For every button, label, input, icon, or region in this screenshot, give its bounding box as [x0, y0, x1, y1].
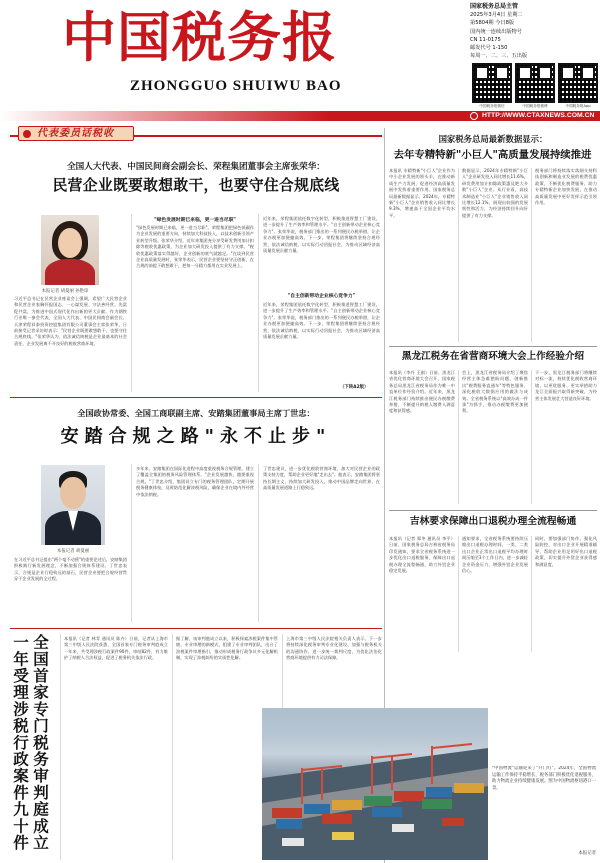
article1-col2: "绿色发展时期已来临，更一进当尽职"。荣程集团把绿色低碳作为企业发展的重要方向，持续加大科技投入，以技术创新引领产业转型升级。张荣华介绍，近年来集团充分享受研发费用加计扣除等税收优惠政策，为企业加大研发投入提供了有力支撑。"税收优惠政策落实得越好，企业创新的底气就越足。"在谈到民营企业高质量发展时，张荣华表示，民营企业要坚持守正创新，在合规的前提下敢想敢干，把每一分精力都用在实业发展上。 [136, 225, 254, 269]
article3-headline-text: 全国首家专门税务审判庭成立一年受理涉税行政案件九十件 [11, 634, 49, 852]
qr-caption-1: 中国税务报微信 [479, 104, 505, 108]
right-article2-headline[interactable]: 黑龙江税务在省营商环境大会上作经验介绍 [401, 351, 585, 362]
post-code: 邮发代号 1-150 [470, 45, 508, 52]
right-article2-col2: 会上，黑龙江省税务局介绍了聚焦经营主体急难愁盼问题、创新推出"税费服务直通车"等特色服务、深化税收大数据应用的做法与成效。全省税务系统以"高效办成一件事"为抓手，推动办税缴费更加便利。 [462, 370, 528, 414]
sponsor: 国家税务总局主管 [470, 3, 519, 10]
right-article2-col1: 本报讯（李丹 王刚）日前，黑龙江省优化营商环境大会召开，国家税务总局黑龙江省税务局作为唯一中直单位作经验介绍。近年来，黑龙江税务部门持续推出便民办税缴费举措，不断提升纳税人缴费人满意度和获得感。 [389, 370, 455, 414]
article3-col1: 本报讯（记者 林青 通讯员 陈卉）日前，记者从上海市第三中级人民法院获悉，全国首家专门税务审判庭成立一年来，共受理涉税行政案件90件，审结82件，有力维护了纳税人合法权益，促进了税务机关依法行政。 [64, 636, 168, 661]
article2-kicker: 全国政协常委、全国工商联副主席、安踏集团董事局主席丁世忠： [77, 408, 315, 418]
paper-title: 中国税务报 [62, 5, 337, 69]
right-article3-col1: 本报讯（记者 郑冬 通讯员 李平）日前，国家税务总局吉林省税务局印发通知，要求全省税务系统进一步优化出口退税服务，保障出口退税办理全流程畅通，助力外贸企业稳定发展。 [389, 536, 455, 574]
a1-rule-2 [258, 214, 259, 392]
article2-col1: 在习近平总书记提出"两个毫不动摇"的重要论述后，安踏集团积极践行新发展理念，不断加强合规体系建设。丁世忠表示，合规是企业行稳致远的基石，民营企业要把合规经营贯穿于企业发展的全过程。 [14, 557, 127, 582]
a2-rule-1 [131, 464, 132, 622]
qr-app[interactable] [558, 63, 598, 103]
portrait-face [58, 228, 82, 258]
r3-rule-2 [531, 536, 532, 652]
qr-weibo[interactable] [515, 63, 555, 103]
masthead [0, 0, 600, 128]
article2-headline[interactable]: 安踏合规之路"永不止步" [60, 426, 332, 447]
r2-rule-1 [458, 370, 459, 504]
paper-pinyin: ZHONGGUO SHUIWU BAO [130, 78, 342, 94]
r2-rule-2 [531, 370, 532, 504]
article2-col3: 丁世忠建议，进一步优化税收营商环境，加大对民营企业的政策支持力度，帮助企业更好地"走出去"。他表示，安踏集团将坚持长期主义，持续加大研发投入，推动中国品牌走向世界，在高质量发展道路上行稳致远。 [263, 466, 380, 491]
r3-rule-1 [458, 536, 459, 652]
issue-date: 2025年3月4日 星期二 [470, 12, 523, 19]
portrait-zhang-ronghua [41, 215, 99, 285]
a3-rule-0 [60, 634, 61, 860]
qr-weixin[interactable] [472, 63, 512, 103]
rule-a2-a3 [10, 628, 382, 629]
photo-caption-box [492, 766, 596, 860]
article3-col2: 据了解，该审判庭成立以来，积极探索涉税案件集中管辖、专业审理的新模式，组建了专业审判团队，出台了涉税案件审理指引，推动形成税务行政争议多元化解机制，实现了涉税纠纷的实质性化解。 [176, 636, 278, 661]
right-article1-col3: 税务部门将持续落实落细支持科技创新和制造业发展的税费优惠政策，不断优化税费服务，助力专精特新企业加快发展，在推动高质量发展中更好发挥示范引领作用。 [535, 168, 597, 206]
photo-credit: 本报记者 [578, 851, 596, 856]
article1-subhead-2: "自主创新带动企业核心竞争力" [287, 294, 356, 299]
right-article1-kicker: 国家税务总局最新数据显示： [438, 134, 548, 144]
port-photo[interactable] [262, 708, 488, 860]
article3-col3: 上海市第三中级人民法院相关负责人表示，下一步将持续深化税务审判专业化建设，加强与税务机关的沟通协作，进一步统一裁判尺度，为优化法治化营商环境提供有力司法保障。 [286, 636, 382, 661]
portrait-ding-shizhong [41, 465, 105, 545]
right-article3-headline[interactable]: 吉林要求保障出口退税办理全流程畅通 [409, 516, 577, 527]
r1-rule-1 [458, 168, 459, 342]
right-article2-col3: 下一步，黑龙江税务部门将继续对标一流，持续优化税收营商环境，以更优服务、更实举措助力龙江全面振兴取得新突破，为经营主体发展壮大营造良好环境。 [535, 370, 597, 401]
right-article1-col2: 数据显示，2024年专精特新"小巨人"企业研发投入同比增长11.6%，研发费用加计扣除政策惠及绝大多数"小巨人"企业。从行业看，高技术制造业"小巨人"企业销售收入同比增长12.1%，展现出较强的发展韧性和活力，为经济持续回升向好提供了有力支撑。 [462, 168, 528, 218]
section-banner [10, 126, 382, 142]
portrait-body [45, 259, 95, 285]
cn-label: 国内统一连续出版物号 [470, 28, 522, 35]
article1-col1: 习近平总书记在民营企业座谈会上强调，希望广大民营企业和民营企业家胸怀报国志、一心谋发展、守法善经营。先富促共富，为推进中国式现代化作出新的更大贡献。作为钢铁行业唯一参会代表，全国人大代表、中国民间商会副会长、天津荣程祥泰投资控股集团有限公司董事会主席张荣华，日前接受记者采访时表示："民营企业既要敢想敢干，也要守住合规底线。"张荣华认为，依法诚信纳税是企业最基本的社会责任，企业发展离不开良好的税收营商环境。 [14, 296, 127, 346]
pen-icon [23, 130, 31, 138]
right-article3-col3: 同时，要加强部门协作，强化风险防控，对出口企业开展精准辅导，帮助企业用足用好出口退税政策，切实提升外贸企业获得感和满意度。 [535, 536, 597, 567]
portrait2-face [60, 477, 86, 509]
issue-number: 第5804期 今日8版 [470, 20, 515, 27]
globe-icon [470, 112, 478, 120]
url-bar[interactable] [0, 111, 600, 121]
right-article3-col2: 通知要求，全省税务系统要持续压缩出口退税办理时间，一类、二类出口企业正常出口退税平均办理时间压缩至3个工作日内，进一步减轻企业资金压力，增强外贸企业发展信心。 [462, 536, 528, 574]
a3-rule-1 [172, 634, 173, 860]
article2-photo-caption: 本报记者 胡曼丽 [56, 549, 90, 554]
right-article1-col1: 本报讯 专精特新"小巨人"企业作为中小企业发展的领头羊，在推动新质生产力发展、促进经济高质量发展中发挥着重要作用。国家税务总局最新数据显示，2024年，专精特新"小巨人"企业销售收入同比增长9.3%，增速高于全国企业平均水平。 [389, 168, 455, 218]
article3-headline[interactable] [10, 634, 58, 860]
article1-col3: 近年来，荣程集团依托数字化转型，积极推进智慧工厂建设，进一步提升了生产效率和管理水平。"自主创新带动企业核心竞争力"。张荣华说，税务部门推出的一系列便民办税举措，让企业办税更加便捷高效。下一步，荣程集团将继续坚持合规经营，依法诚信纳税，以实际行动回报社会，为推动区域经济高质量发展贡献力量。 [263, 216, 380, 254]
r1-rule-2 [531, 168, 532, 342]
site-url[interactable]: HTTP://WWW.CTAXNEWS.COM.CN [482, 112, 595, 119]
article1-col3b: 近年来，荣程集团依托数字化转型，积极推进智慧工厂建设，进一步提升了生产效率和管理水平。"自主创新带动企业核心竞争力"。张荣华说，税务部门推出的一系列便民办税举措，让企业办税更加便捷高效。下一步，荣程集团将继续坚持合规经营，依法诚信纳税，以实际行动回报社会，为推动区域经济高质量发展贡献力量。 [263, 302, 380, 340]
port-scene [262, 708, 488, 860]
photo-caption: "中国物流"运输迎来了"开门红"。2024年，全国物流运输工作保持平稳增长，税务部门积极优化退税服务，助力物流企业持续健康发展。图为中国物流枢纽港口一景。 [492, 766, 596, 791]
rule-a1-a2 [10, 397, 382, 398]
article1-jump[interactable]: （下转A2版） [340, 385, 369, 390]
article1-kicker: 全国人大代表、中国民间商会副会长、荣程集团董事会主席张荣华： [67, 162, 325, 172]
section-banner-label: 代表委员话税收 [37, 128, 114, 139]
rule-r2-r3 [389, 510, 597, 511]
article1-headline[interactable]: 民营企业既要敢想敢干，也要守住合规底线 [52, 177, 340, 194]
qr-caption-2: 中国税务报微博 [522, 104, 548, 108]
article2-col2: 多年来，安踏集团在国际化进程中高度重视税务合规管理，建立了覆盖全集团的税务风险管理体系。"企业发展越快，越要重视合规。"丁世忠介绍，集团设立专门的税务管理团队，定期开展税务健康体检，及时防范化解涉税风险，确保企业在境内外经营中依法纳税。 [136, 466, 254, 497]
article1-photo-caption: 本报记者 胡曼丽 孙艳琼 [41, 289, 89, 294]
rule-r1-r2 [389, 346, 597, 347]
right-article1-headline[interactable]: 去年专精特新"小巨人"高质量发展持续推进 [393, 149, 592, 161]
schedule: 每周一、二、三、五出版 [470, 53, 528, 60]
qr-caption-3: 中国税务报App [565, 104, 591, 108]
article1-subhead-1: "绿色发展时期已来临，更一进当尽职" [154, 218, 236, 223]
banner-tab [18, 126, 134, 141]
issue-info [470, 3, 598, 60]
a2-rule-2 [258, 464, 259, 622]
a1-rule-1 [131, 214, 132, 392]
cn-number: CN 11-0175 [470, 36, 501, 43]
